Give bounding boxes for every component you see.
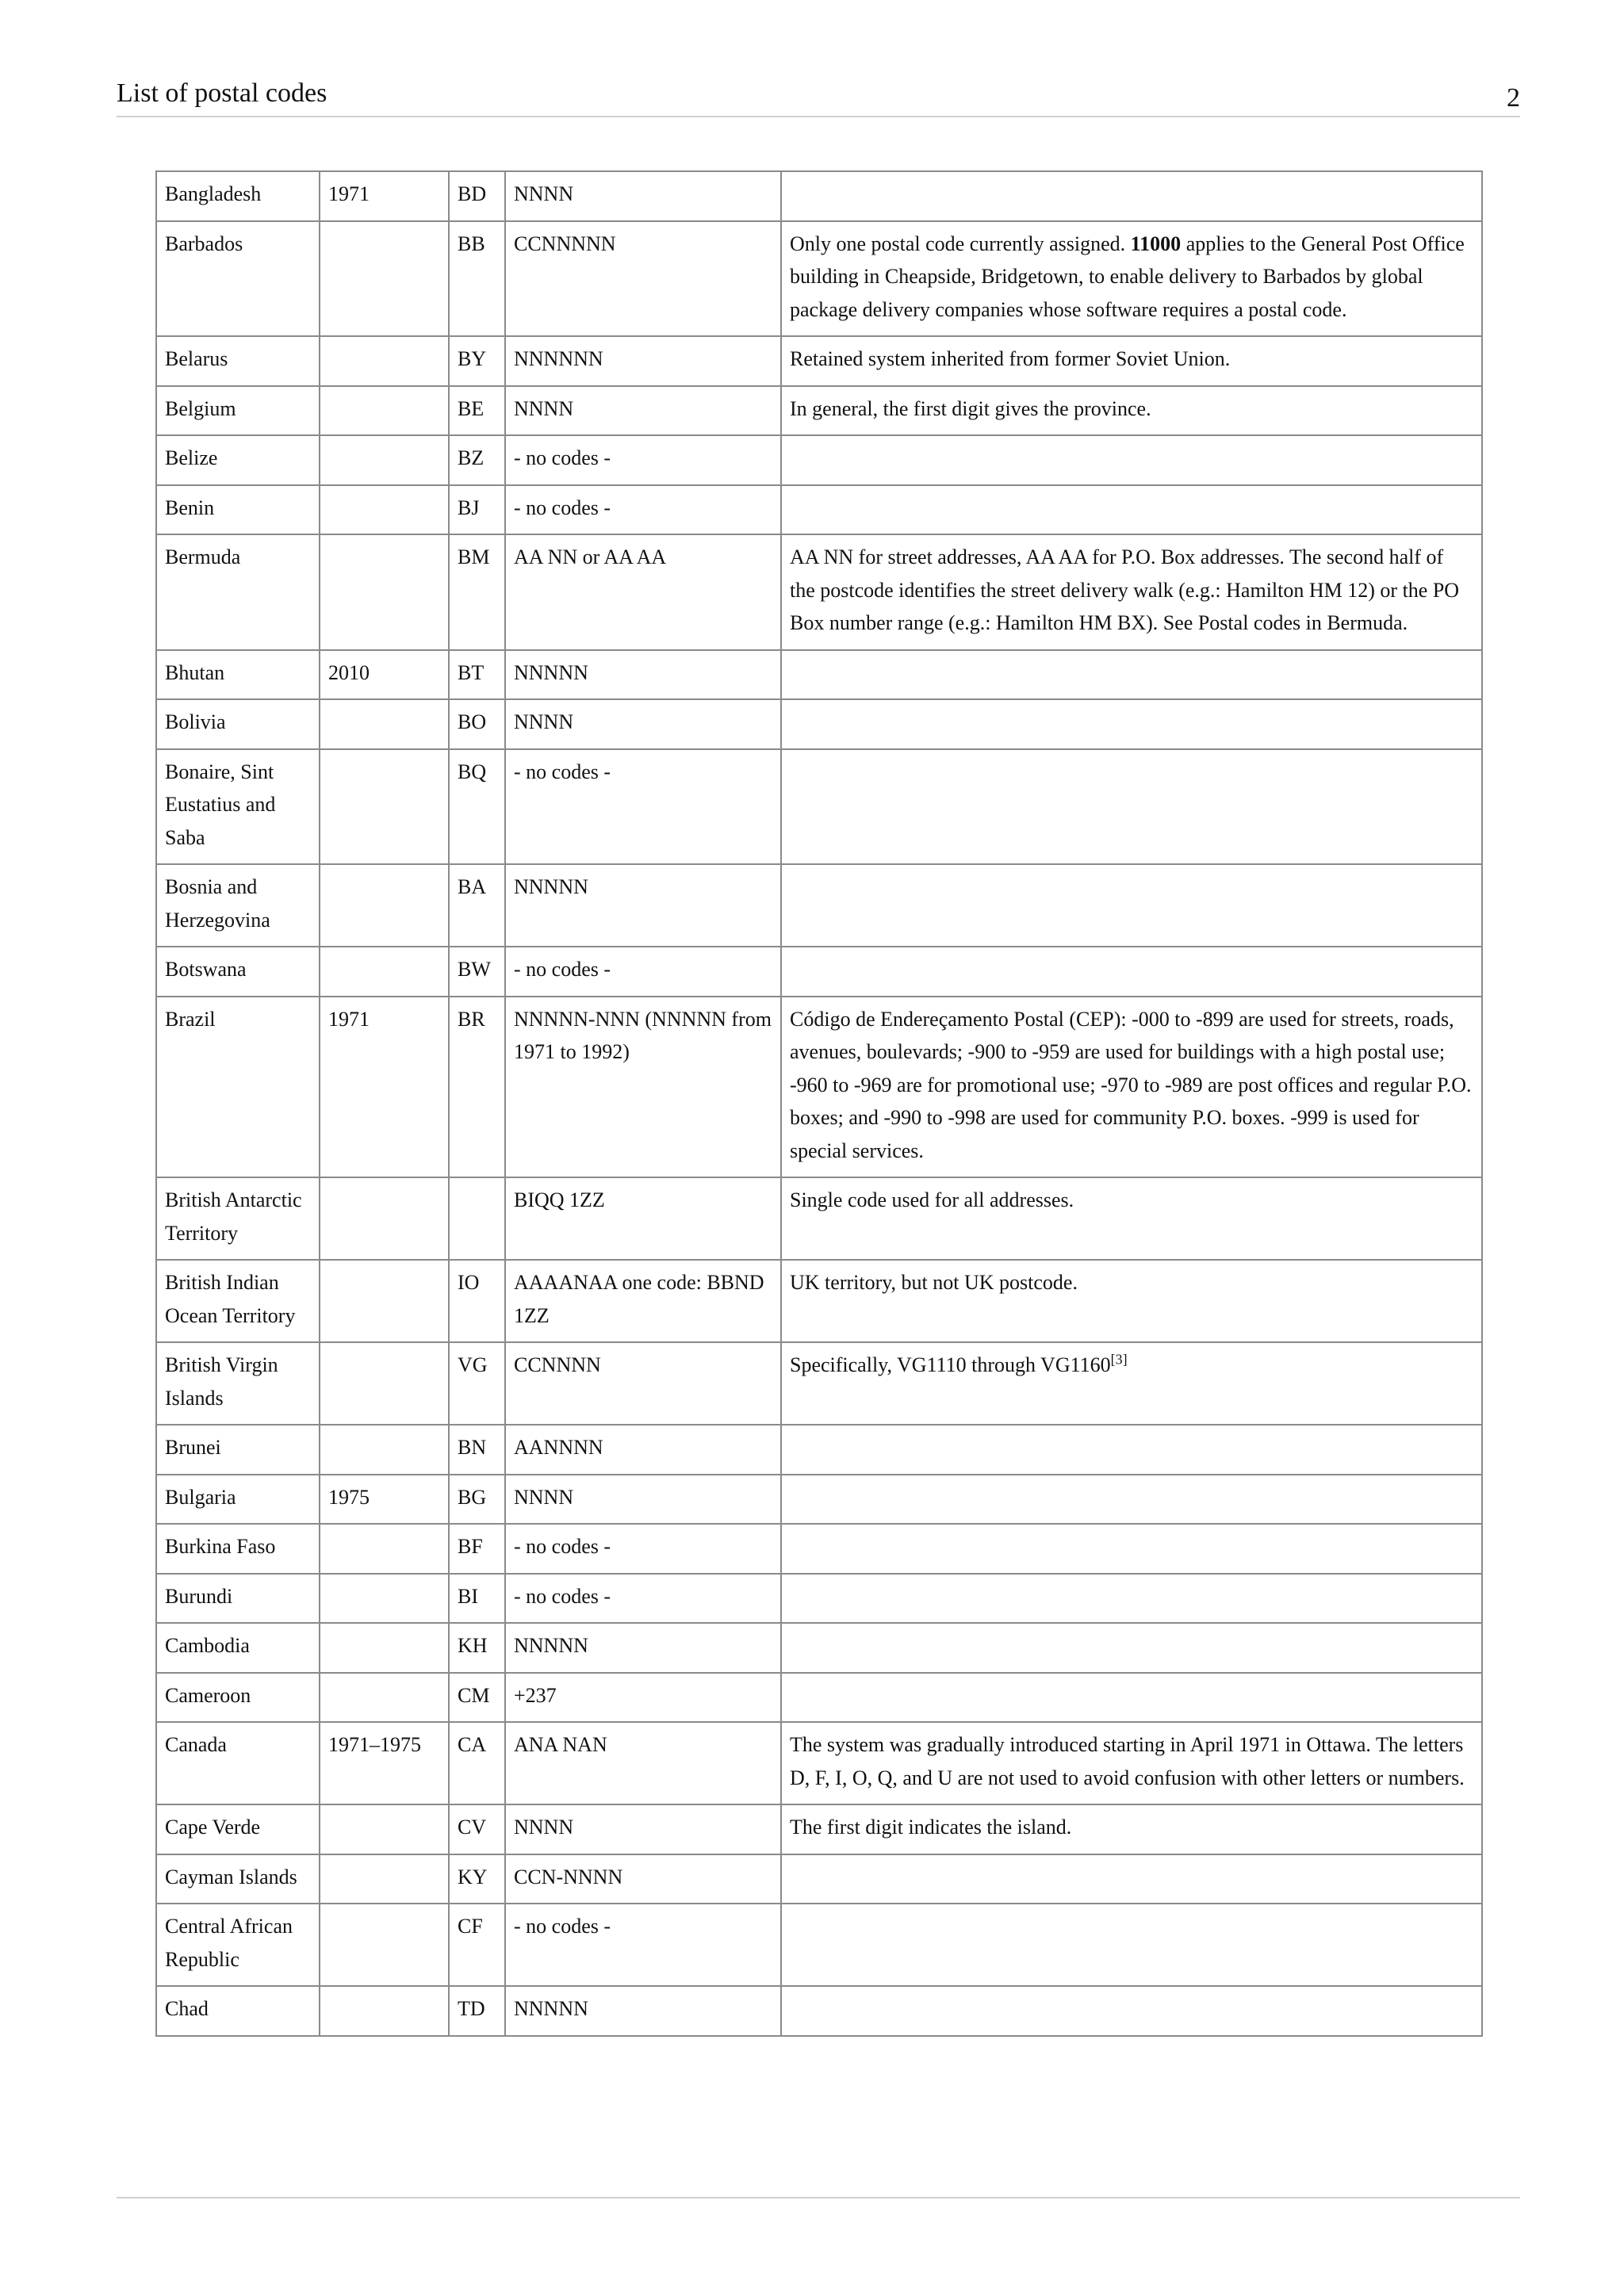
notes-cell: [781, 749, 1482, 865]
year-cell: [320, 435, 449, 485]
table-row: [156, 1524, 1482, 1574]
year-cell: [320, 534, 449, 650]
notes-text: Código de Endereçamento Postal (CEP): -000 to -899 are used for streets, roads, avenues, boulevards; -900 to -959 are used for buildings with a high postal use; -960 to -969 are for promotional use; -970 to -989 are post offices and regular P.O. boxes; and -990 to -998 are used for community P.O. boxes. -999 is used for special services.: [790, 1007, 1472, 1162]
format-cell: - no codes -: [505, 1904, 781, 1986]
format-cell: - no codes -: [505, 435, 781, 485]
year-cell: [320, 221, 449, 337]
notes-text: AA NN for street addresses, AA AA for P.O. Box addresses. The second half of the postcode identifies the street delivery walk (e.g.: Hamilton HM 12) or the PO Box number range (e.g.: Hamilton HM BX). See Postal codes in Bermuda.: [790, 545, 1460, 634]
table-row: [156, 1475, 1482, 1525]
country-cell: Belarus: [156, 336, 320, 386]
page-title: List of postal codes: [117, 78, 327, 108]
table-row: [156, 1804, 1482, 1854]
country-cell: Bulgaria: [156, 1475, 320, 1525]
table-row: [156, 1673, 1482, 1723]
format-cell: CCN-NNNN: [505, 1854, 781, 1904]
notes-cell: [781, 1804, 1482, 1854]
notes-cell: [781, 1260, 1482, 1342]
format-cell: NNNNN: [505, 1623, 781, 1673]
table-row: [156, 650, 1482, 700]
country-cell: Bangladesh: [156, 171, 320, 221]
table-row: [156, 171, 1482, 221]
table-row: [156, 336, 1482, 386]
year-cell: [320, 1986, 449, 2036]
country-cell: British Antarctic Territory: [156, 1177, 320, 1260]
year-cell: [320, 1425, 449, 1475]
notes-cell: [781, 534, 1482, 650]
year-cell: [320, 1623, 449, 1673]
table-row: [156, 1986, 1482, 2036]
year-cell: [320, 1904, 449, 1986]
table-body: [156, 171, 1482, 2036]
country-cell: Brunei: [156, 1425, 320, 1475]
format-cell: +237: [505, 1673, 781, 1723]
year-cell: [320, 1260, 449, 1342]
notes-cell: [781, 699, 1482, 749]
table-row: [156, 1425, 1482, 1475]
iso-code-cell: BE: [449, 386, 505, 436]
table-row: [156, 1722, 1482, 1804]
format-cell: NNNNN: [505, 650, 781, 700]
notes-cell: [781, 221, 1482, 337]
notes-cell: [781, 947, 1482, 997]
notes-text: In general, the first digit gives the province.: [790, 396, 1151, 420]
country-cell: Cape Verde: [156, 1804, 320, 1854]
notes-cell: [781, 171, 1482, 221]
country-cell: Bonaire, Sint Eustatius and Saba: [156, 749, 320, 865]
iso-code-cell: VG: [449, 1342, 505, 1425]
iso-code-cell: BR: [449, 997, 505, 1178]
year-cell: 1971–1975: [320, 1722, 449, 1804]
iso-code-cell: CA: [449, 1722, 505, 1804]
iso-code-cell: BT: [449, 650, 505, 700]
page-header: [117, 76, 1520, 117]
notes-cell: [781, 1722, 1482, 1804]
format-cell: NNNNN-NNN (NNNNN from 1971 to 1992): [505, 997, 781, 1178]
country-cell: Barbados: [156, 221, 320, 337]
country-cell: Burundi: [156, 1574, 320, 1624]
notes-text: The system was gradually introduced starting in April 1971 in Ottawa. The letters D, F, I, O, Q, and U are not used to avoid confusion with other letters or numbers.: [790, 1733, 1465, 1789]
iso-code-cell: KY: [449, 1854, 505, 1904]
format-cell: NNNN: [505, 1804, 781, 1854]
year-cell: [320, 749, 449, 865]
format-cell: NNNNN: [505, 864, 781, 947]
year-cell: [320, 1673, 449, 1723]
iso-code-cell: KH: [449, 1623, 505, 1673]
postal-codes-table: [155, 170, 1483, 2037]
iso-code-cell: BN: [449, 1425, 505, 1475]
country-cell: Cayman Islands: [156, 1854, 320, 1904]
country-cell: Bosnia and Herzegovina: [156, 864, 320, 947]
notes-text: Specifically, VG1110 through VG1160: [790, 1353, 1111, 1376]
iso-code-cell: BF: [449, 1524, 505, 1574]
iso-code-cell: BG: [449, 1475, 505, 1525]
year-cell: [320, 1804, 449, 1854]
table-row: [156, 1342, 1482, 1425]
table-row: [156, 1904, 1482, 1986]
iso-code-cell: CV: [449, 1804, 505, 1854]
format-cell: - no codes -: [505, 749, 781, 865]
table-row: [156, 435, 1482, 485]
table-row: [156, 1177, 1482, 1260]
year-cell: [320, 1177, 449, 1260]
country-cell: Chad: [156, 1986, 320, 2036]
reference-superscript[interactable]: [3]: [1110, 1351, 1128, 1368]
year-cell: 1971: [320, 997, 449, 1178]
iso-code-cell: BY: [449, 336, 505, 386]
iso-code-cell: BQ: [449, 749, 505, 865]
year-cell: [320, 864, 449, 947]
iso-code-cell: BZ: [449, 435, 505, 485]
format-cell: NNNN: [505, 386, 781, 436]
notes-cell: [781, 997, 1482, 1178]
format-cell: ANA NAN: [505, 1722, 781, 1804]
format-cell: CCNNNNN: [505, 221, 781, 337]
country-cell: Cambodia: [156, 1623, 320, 1673]
country-cell: British Indian Ocean Territory: [156, 1260, 320, 1342]
year-cell: 1971: [320, 171, 449, 221]
country-cell: British Virgin Islands: [156, 1342, 320, 1425]
table-row: [156, 221, 1482, 337]
year-cell: [320, 386, 449, 436]
year-cell: [320, 699, 449, 749]
notes-cell: [781, 1177, 1482, 1260]
format-cell: - no codes -: [505, 1574, 781, 1624]
year-cell: [320, 485, 449, 535]
format-cell: BIQQ 1ZZ: [505, 1177, 781, 1260]
notes-cell: [781, 1475, 1482, 1525]
year-cell: [320, 947, 449, 997]
table-row: [156, 1854, 1482, 1904]
notes-cell: [781, 336, 1482, 386]
notes-text: UK territory, but not UK postcode.: [790, 1271, 1078, 1294]
table-row: [156, 699, 1482, 749]
notes-cell: [781, 1342, 1482, 1425]
notes-cell: [781, 1623, 1482, 1673]
footer-rule: [117, 2197, 1520, 2198]
year-cell: [320, 336, 449, 386]
country-cell: Burkina Faso: [156, 1524, 320, 1574]
table-row: [156, 1623, 1482, 1673]
format-cell: NNNN: [505, 1475, 781, 1525]
notes-cell: [781, 435, 1482, 485]
iso-code-cell: BI: [449, 1574, 505, 1624]
notes-bold-code: 11000: [1130, 232, 1182, 255]
format-cell: AA NN or AA AA: [505, 534, 781, 650]
format-cell: - no codes -: [505, 1524, 781, 1574]
table-row: [156, 749, 1482, 865]
format-cell: NNNN: [505, 171, 781, 221]
format-cell: NNNNN: [505, 1986, 781, 2036]
notes-cell: [781, 1904, 1482, 1986]
page-number: 2: [1507, 83, 1520, 113]
notes-cell: [781, 650, 1482, 700]
iso-code-cell: CF: [449, 1904, 505, 1986]
format-cell: NNNN: [505, 699, 781, 749]
iso-code-cell: BJ: [449, 485, 505, 535]
notes-cell: [781, 1854, 1482, 1904]
notes-cell: [781, 1574, 1482, 1624]
table-row: [156, 947, 1482, 997]
iso-code-cell: BO: [449, 699, 505, 749]
table-row: [156, 864, 1482, 947]
year-cell: [320, 1574, 449, 1624]
year-cell: 2010: [320, 650, 449, 700]
table-row: [156, 997, 1482, 1178]
notes-cell: [781, 386, 1482, 436]
format-cell: AANNNN: [505, 1425, 781, 1475]
country-cell: Belgium: [156, 386, 320, 436]
table-row: [156, 534, 1482, 650]
iso-code-cell: [449, 1177, 505, 1260]
notes-cell: [781, 1524, 1482, 1574]
country-cell: Belize: [156, 435, 320, 485]
year-cell: [320, 1854, 449, 1904]
country-cell: Brazil: [156, 997, 320, 1178]
notes-text: The first digit indicates the island.: [790, 1816, 1072, 1839]
table-row: [156, 1574, 1482, 1624]
country-cell: Cameroon: [156, 1673, 320, 1723]
iso-code-cell: TD: [449, 1986, 505, 2036]
year-cell: [320, 1524, 449, 1574]
iso-code-cell: BM: [449, 534, 505, 650]
table-row: [156, 1260, 1482, 1342]
country-cell: Canada: [156, 1722, 320, 1804]
country-cell: Central African Republic: [156, 1904, 320, 1986]
format-cell: AAAANAA one code: BBND 1ZZ: [505, 1260, 781, 1342]
table-row: [156, 386, 1482, 436]
format-cell: - no codes -: [505, 485, 781, 535]
notes-cell: [781, 864, 1482, 947]
notes-cell: [781, 1673, 1482, 1723]
year-cell: [320, 1342, 449, 1425]
country-cell: Bhutan: [156, 650, 320, 700]
iso-code-cell: BW: [449, 947, 505, 997]
notes-cell: [781, 485, 1482, 535]
iso-code-cell: BD: [449, 171, 505, 221]
iso-code-cell: BB: [449, 221, 505, 337]
notes-text: Single code used for all addresses.: [790, 1188, 1074, 1211]
format-cell: CCNNNN: [505, 1342, 781, 1425]
country-cell: Bermuda: [156, 534, 320, 650]
notes-text: Only one postal code currently assigned.: [790, 232, 1131, 255]
country-cell: Botswana: [156, 947, 320, 997]
notes-cell: [781, 1986, 1482, 2036]
country-cell: Bolivia: [156, 699, 320, 749]
table-row: [156, 485, 1482, 535]
notes-text: Retained system inherited from former Soviet Union.: [790, 347, 1231, 370]
notes-text: applies to the General Post Office building in Cheapside, Bridgetown, to enable delivery to Barbados by global package delivery companies whose software requires a postal code.: [790, 232, 1465, 321]
iso-code-cell: BA: [449, 864, 505, 947]
format-cell: NNNNNN: [505, 336, 781, 386]
iso-code-cell: IO: [449, 1260, 505, 1342]
format-cell: - no codes -: [505, 947, 781, 997]
country-cell: Benin: [156, 485, 320, 535]
notes-cell: [781, 1425, 1482, 1475]
year-cell: 1975: [320, 1475, 449, 1525]
iso-code-cell: CM: [449, 1673, 505, 1723]
